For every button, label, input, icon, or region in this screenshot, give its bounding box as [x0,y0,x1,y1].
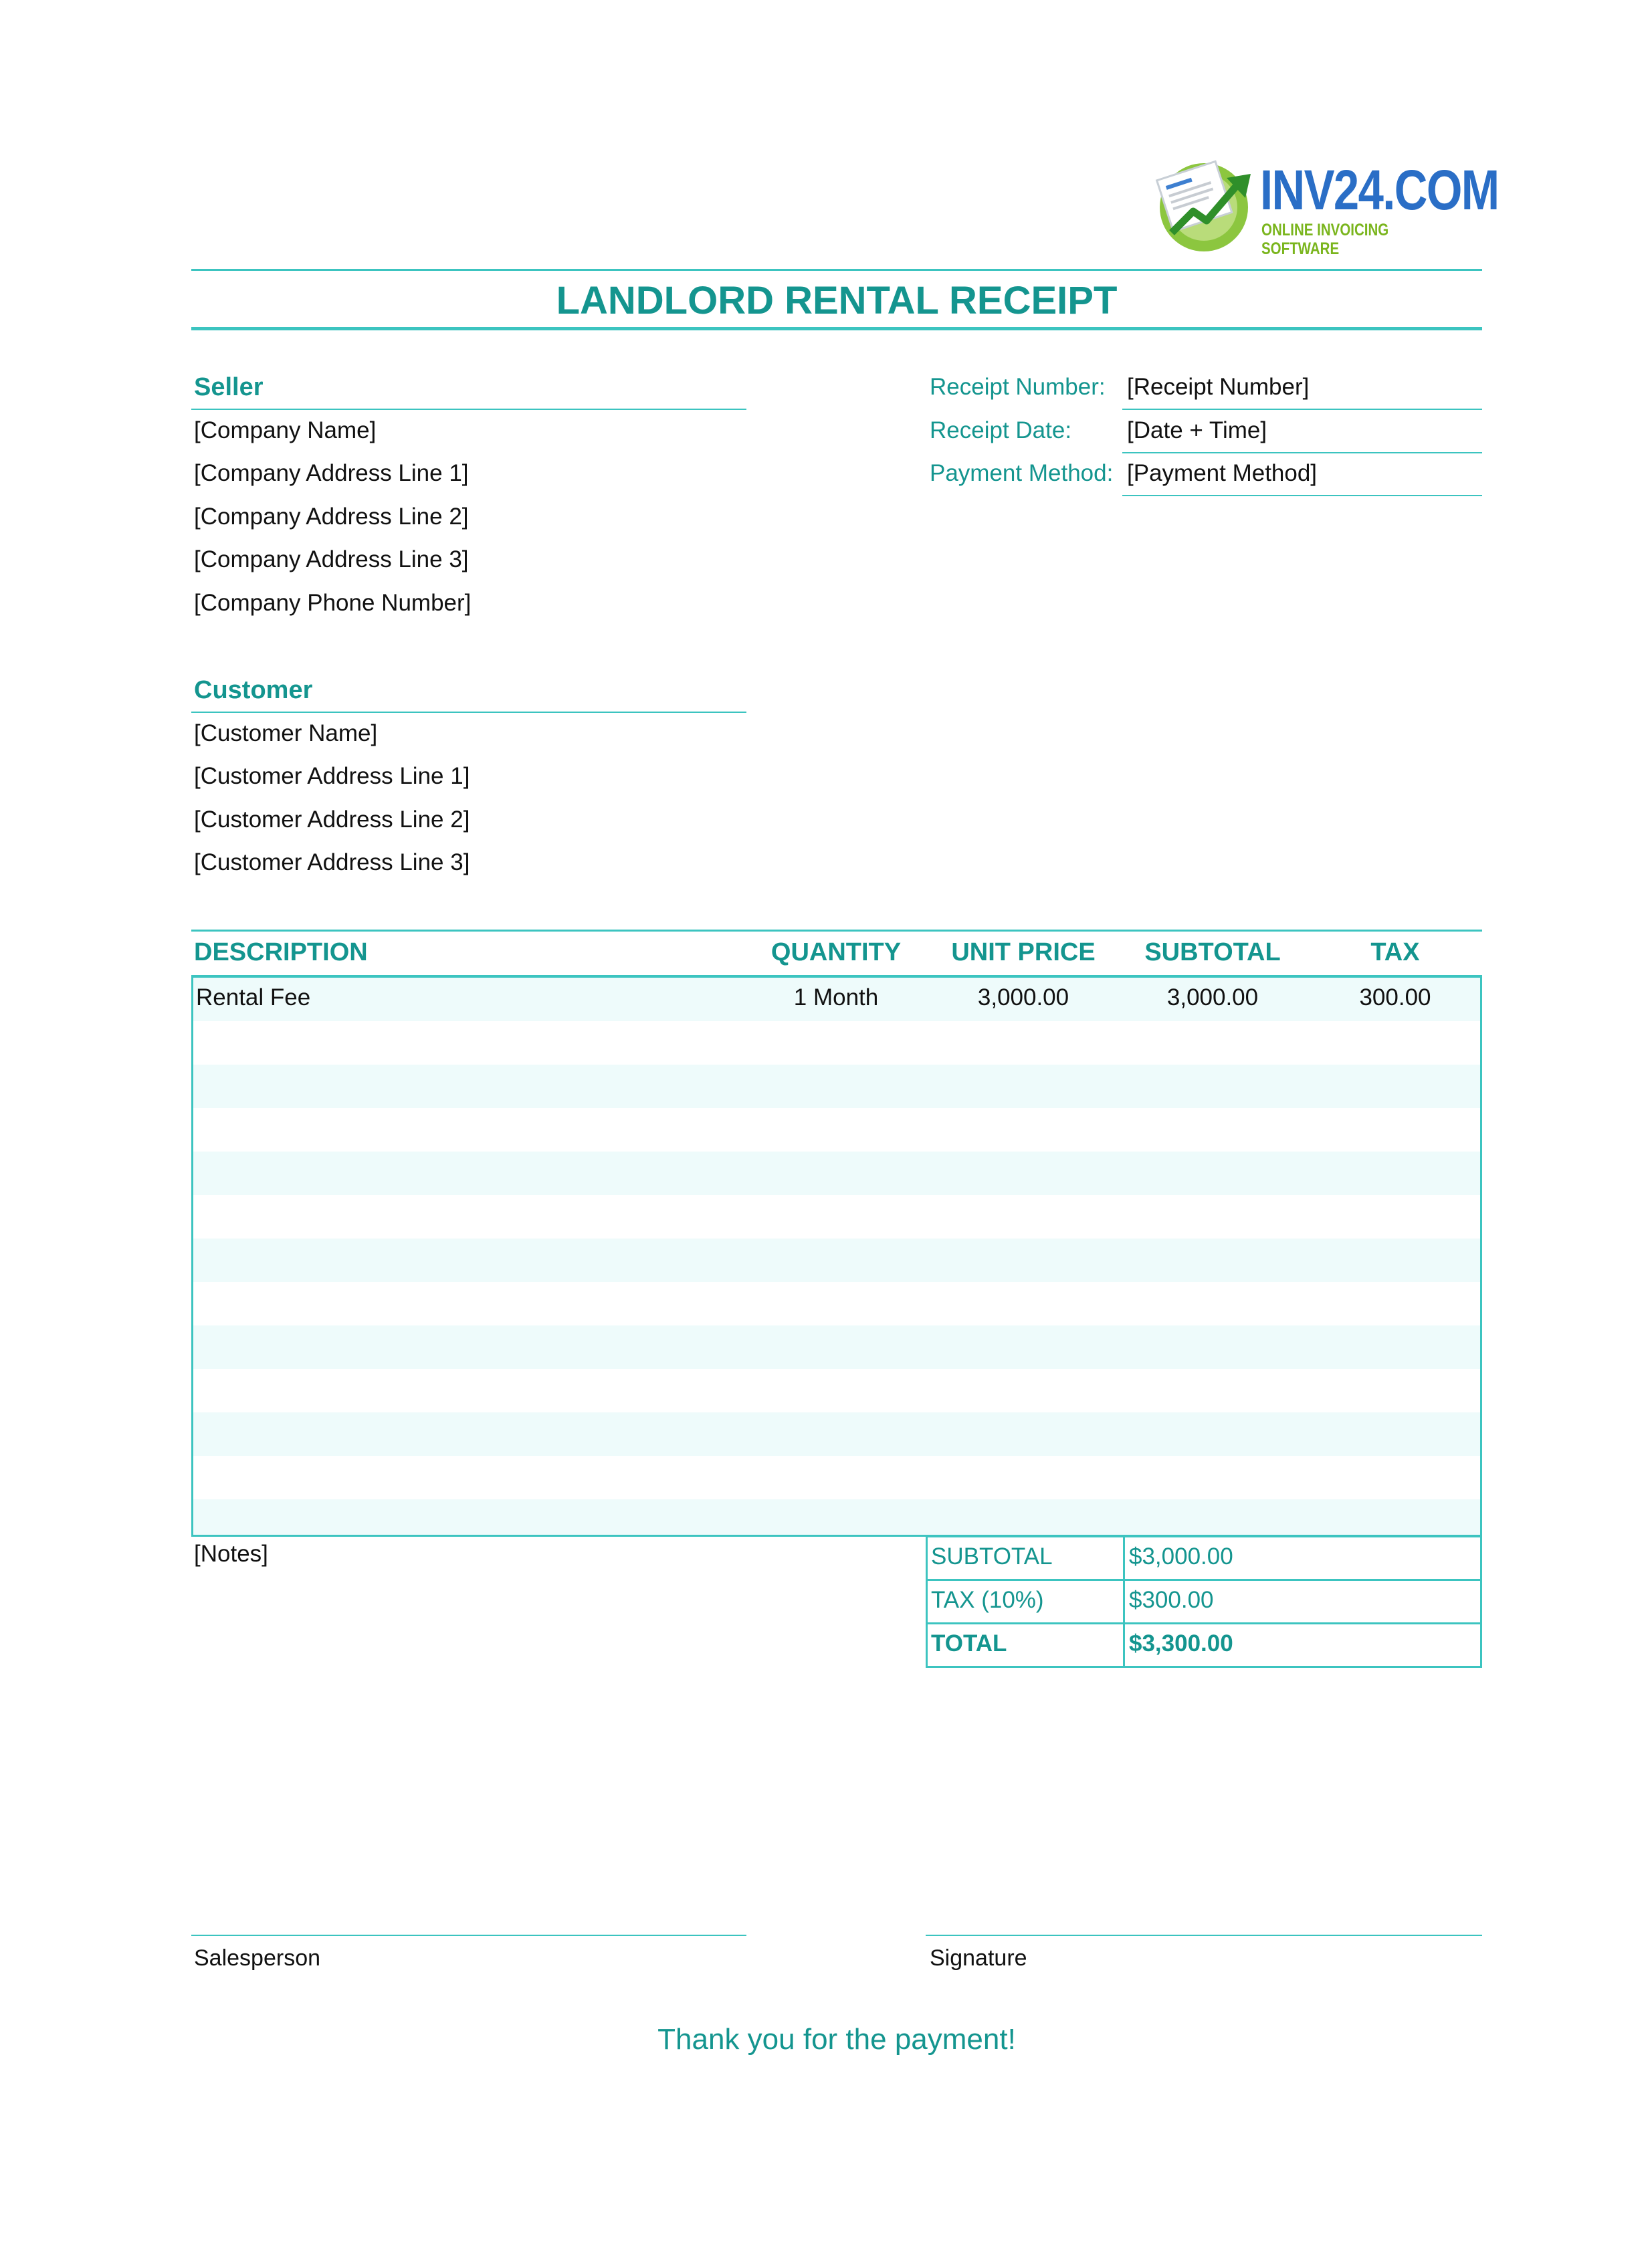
payment-method-rule [1122,495,1482,496]
column-header-unit-price: UNIT PRICE [951,938,1096,966]
customer-heading: Customer [194,676,313,704]
seller-address-line-2: [Company Address Line 2] [194,504,469,530]
tax-label: TAX (10%) [931,1587,1044,1613]
table-row[interactable] [193,1499,1480,1537]
thank-you-message: Thank you for the payment! [657,2023,1016,2056]
row-unit-price: 3,000.00 [977,984,1069,1010]
column-header-tax: TAX [1370,938,1420,966]
items-header-top-rule [191,930,1482,932]
receipt-date-label: Receipt Date: [930,417,1072,443]
seller-company-name: [Company Name] [194,417,377,443]
customer-address-line-1: [Customer Address Line 1] [194,763,470,789]
title-bottom-rule [191,327,1482,330]
signature-label: Signature [930,1945,1027,1971]
title-top-rule [191,269,1482,271]
table-row[interactable] [193,1239,1480,1282]
customer-address-line-2: [Customer Address Line 2] [194,807,470,833]
column-header-quantity: QUANTITY [770,938,902,966]
customer-name: [Customer Name] [194,720,378,746]
seller-phone: [Company Phone Number] [194,590,472,616]
items-table [191,975,1482,1537]
logo-tagline: ONLINE INVOICING SOFTWARE [1261,221,1389,258]
table-row[interactable] [193,1021,1480,1065]
receipt-number-value[interactable]: [Receipt Number] [1127,374,1310,400]
payment-method-label: Payment Method: [930,460,1114,486]
subtotal-label: SUBTOTAL [931,1543,1053,1570]
seller-address-line-3: [Company Address Line 3] [194,546,469,572]
total-value: $3,300.00 [1129,1630,1233,1656]
table-row[interactable] [193,1456,1480,1499]
total-label: TOTAL [931,1630,1007,1656]
seller-heading: Seller [194,373,264,401]
seller-rule [191,409,746,410]
table-row[interactable] [193,1108,1480,1152]
table-row[interactable] [193,1282,1480,1325]
invoice-chart-logo-icon [1152,154,1259,254]
receipt-number-rule [1122,409,1482,410]
signature-line [926,1935,1482,1936]
page-title: LANDLORD RENTAL RECEIPT [556,279,1118,322]
table-row[interactable] [193,1412,1480,1456]
salesperson-signature-line [191,1935,746,1936]
table-row[interactable] [193,1195,1480,1239]
brand-logo [1152,154,1499,258]
table-row[interactable] [193,978,1480,1021]
payment-method-value[interactable]: [Payment Method] [1127,460,1318,486]
column-header-subtotal: SUBTOTAL [1144,938,1281,966]
customer-address-line-3: [Customer Address Line 3] [194,849,470,875]
receipt-number-label: Receipt Number: [930,374,1106,400]
seller-address-line-1: [Company Address Line 1] [194,460,469,486]
receipt-date-value[interactable]: [Date + Time] [1127,417,1267,443]
row-description: Rental Fee [196,984,311,1010]
salesperson-label: Salesperson [194,1945,321,1971]
table-row[interactable] [193,1369,1480,1412]
row-subtotal: 3,000.00 [1166,984,1259,1010]
tax-value: $300.00 [1129,1587,1214,1613]
logo-brand-name: INV24.COM [1260,158,1499,221]
row-tax: 300.00 [1359,984,1431,1010]
row-quantity: 1 Month [793,984,879,1010]
receipt-date-rule [1122,452,1482,453]
table-row[interactable] [193,1325,1480,1369]
notes-field[interactable]: [Notes] [194,1541,268,1567]
column-header-description: DESCRIPTION [194,938,368,966]
table-row[interactable] [193,1152,1480,1195]
table-row[interactable] [193,1065,1480,1108]
customer-rule [191,712,746,713]
subtotal-value: $3,000.00 [1129,1543,1233,1570]
